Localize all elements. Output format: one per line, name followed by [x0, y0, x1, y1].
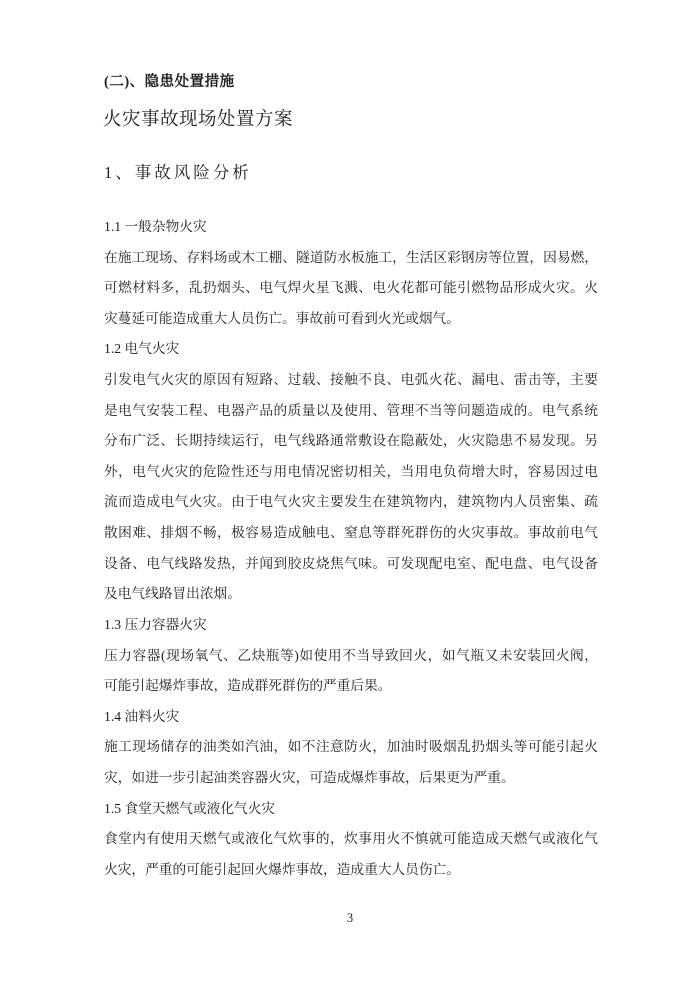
subsection-heading-1-3: 1.3 压力容器火灾	[104, 616, 207, 632]
chapter-heading: 1、事故风险分析	[104, 163, 252, 182]
subsection-heading-1-5: 1.5 食堂天燃气或液化气火灾	[104, 800, 276, 816]
body-line: 外，电气火灾的危险性还与用电情况密切相关，当用电负荷增大时，容易因过电	[104, 463, 598, 479]
body-line: 食堂内有使用天燃气或液化气炊事的，炊事用火不慎就可能造成天燃气或液化气	[104, 831, 598, 847]
body-line: 引发电气火灾的原因有短路、过载、接触不良、电弧火花、漏电、雷击等，主要	[104, 372, 598, 388]
body-line: 可燃材料多，乱扔烟头、电气焊火星飞溅、电火花都可能引燃物品形成火灾。火	[104, 280, 598, 296]
body-line: 火灾，严重的可能引起回火爆炸事故，造成重大人员伤亡。	[104, 861, 460, 877]
body-line: 分布广泛、长期持续运行，电气线路通常敷设在隐蔽处，火灾隐患不易发现。另	[104, 433, 598, 449]
body-line: 灾蔓延可能造成重大人员伤亡。事故前可看到火光或烟气。	[104, 310, 460, 326]
body-line: 设备、电气线路发热，并闻到胶皮烧焦气味。可发现配电室、配电盘、电气设备	[104, 555, 598, 571]
body-text-block	[104, 212, 598, 885]
body-line: 流而造成电气火灾。由于电气火灾主要发生在建筑物内，建筑物内人员密集、疏	[104, 494, 598, 510]
body-line: 在施工现场、存料场或木工棚、隧道防水板施工，生活区彩钢房等位置，因易燃，	[104, 249, 598, 265]
subsection-heading-1-4: 1.4 油料火灾	[104, 708, 180, 724]
body-line: 及电气线路冒出浓烟。	[104, 586, 241, 602]
section-kicker: (二)、隐患处置措施	[104, 74, 235, 90]
body-line: 是电气安装工程、电器产品的质量以及使用、管理不当等问题造成的。电气系统	[104, 402, 598, 418]
subsection-heading-1-2: 1.2 电气火灾	[104, 341, 180, 357]
page-number: 3	[346, 911, 354, 925]
body-line: 可能引起爆炸事故，造成群死群伤的严重后果。	[104, 678, 392, 694]
body-line: 灾，如进一步引起油类容器火灾，可造成爆炸事故，后果更为严重。	[104, 769, 515, 785]
body-line: 散困难、排烟不畅，极容易造成触电、窒息等群死群伤的火灾事故。事故前电气	[104, 525, 598, 541]
document-title: 火灾事故现场处置方案	[103, 110, 294, 130]
body-line: 压力容器(现场氧气、乙炔瓶等)如使用不当导致回火，如气瓶又未安装回火阀，	[104, 647, 598, 663]
body-line: 施工现场储存的油类如汽油，如不注意防火，加油时吸烟乱扔烟头等可能引起火	[104, 739, 598, 755]
subsection-heading-1-1: 1.1 一般杂物火灾	[104, 219, 207, 234]
